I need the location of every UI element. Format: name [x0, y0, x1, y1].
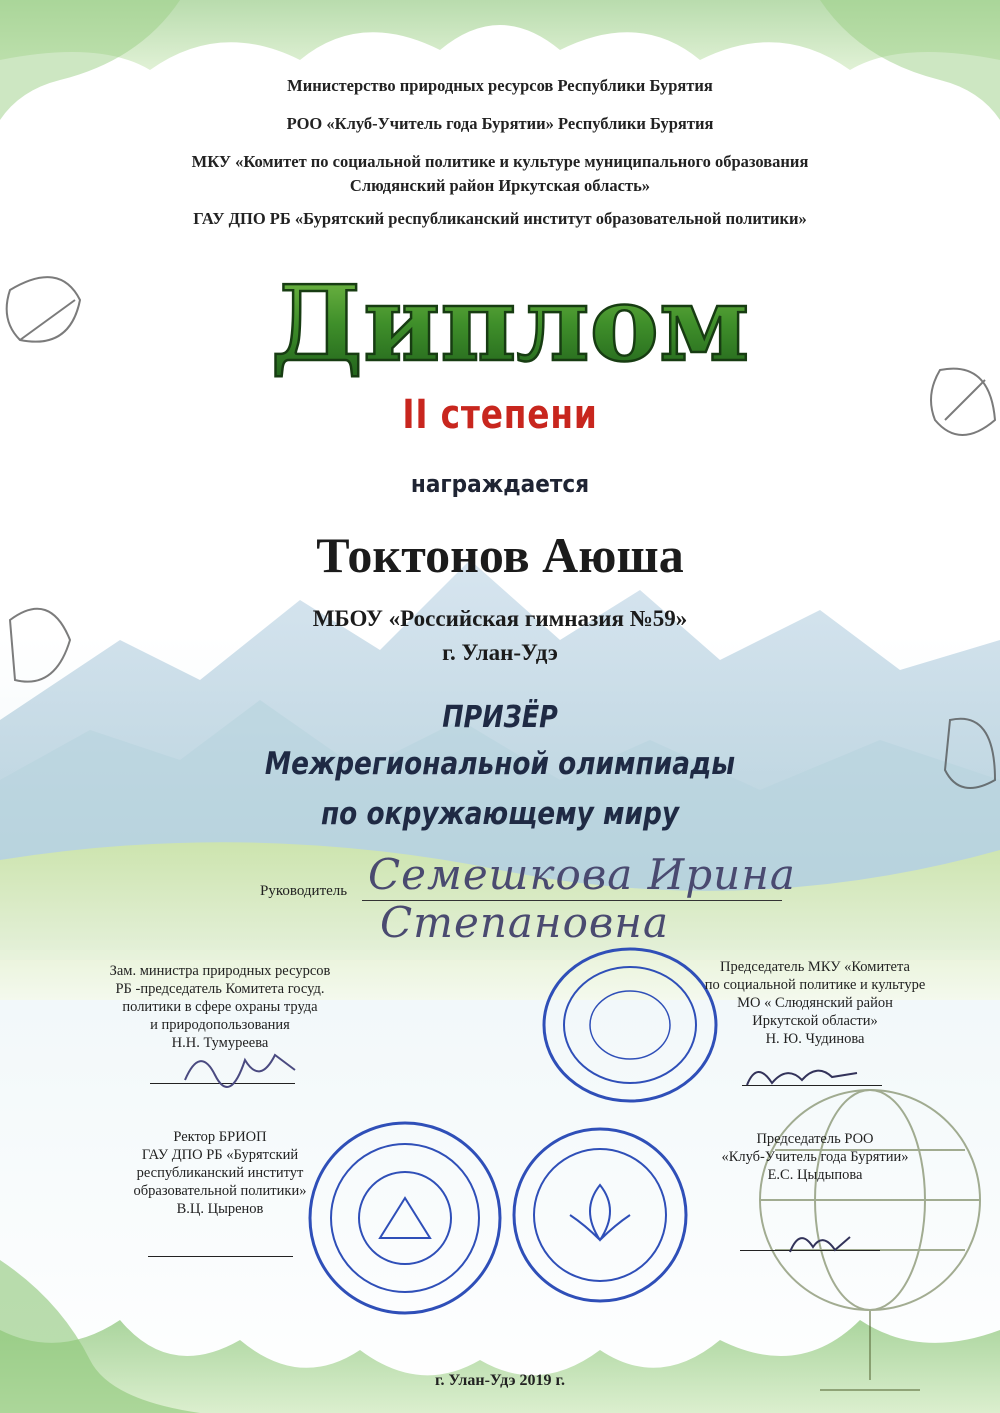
ministry-line: Министерство природных ресурсов Республики Бурятия	[287, 76, 713, 95]
supervisor-patronymic-handwritten: Степановна	[380, 898, 670, 947]
signatory-institute-line: республиканский институт	[136, 1165, 304, 1181]
signatory-committee-line: по социальной политике и культуре	[704, 977, 926, 993]
signatory-committee-line: МО « Слюдянский район	[737, 995, 893, 1011]
signatory-ministry-line: и природопользования	[150, 1017, 290, 1033]
diploma-title-text: Диплом	[270, 268, 750, 378]
signatory-institute-line: Ректор БРИОП	[173, 1129, 267, 1145]
signatory-committee-line: Председатель МКУ «Комитета	[720, 959, 910, 975]
signature-scribble-icon	[180, 1040, 300, 1090]
committee-line	[0, 150, 1000, 198]
signatory-committee-name: Н. Ю. Чудинова	[765, 1031, 865, 1047]
signatory-institute-name: В.Ц. Цыренов	[176, 1201, 264, 1217]
awarded-label: награждается	[410, 470, 590, 498]
signatory-club-name: Е.С. Цыдыпова	[767, 1167, 863, 1183]
school-name: МБОУ «Российская гимназия №59»	[312, 606, 688, 631]
signatory-committee-line: Иркутской области»	[752, 1013, 878, 1029]
diploma-title	[270, 268, 750, 378]
signatory-club-line: Председатель РОО	[756, 1131, 874, 1147]
achievement-olympiad: Межрегиональной олимпиады	[264, 746, 736, 782]
signatory-institute	[100, 1128, 340, 1218]
achievement-title: ПРИЗЁР	[442, 700, 558, 735]
signatory-ministry	[70, 962, 370, 1052]
footer-place-year: г. Улан-Удэ 2019 г.	[435, 1372, 565, 1389]
signatory-ministry-line: политики в сфере охраны труда	[122, 999, 318, 1015]
signature-line-institute	[148, 1256, 293, 1257]
supervisor-name-handwritten: Семешкова Ирина	[368, 850, 796, 899]
signatory-institute-line: ГАУ ДПО РБ «Бурятский	[141, 1147, 299, 1163]
signatory-ministry-line: РБ -председатель Комитета госуд.	[115, 981, 325, 997]
club-line: РОО «Клуб-Учитель года Бурятии» Республики Бурятия	[286, 114, 714, 133]
signatory-ministry-name: Н.Н. Тумуреева	[171, 1035, 269, 1051]
committee-line-a: МКУ «Комитет по социальной политике и культуре муниципального образования	[191, 152, 809, 171]
school-city: г. Улан-Удэ	[442, 640, 558, 665]
signature-scribble-icon	[742, 1055, 862, 1095]
degree-label: II степени	[402, 392, 598, 438]
committee-line-b: Слюдянский район Иркутская область»	[349, 176, 651, 195]
club-stamp	[510, 1125, 690, 1305]
signature-scribble-icon	[785, 1222, 855, 1262]
signatory-club	[690, 1130, 940, 1184]
signatory-committee	[680, 958, 950, 1048]
signatory-ministry-line: Зам. министра природных ресурсов	[109, 963, 331, 979]
recipient-name: Токтонов Аюша	[316, 527, 684, 583]
signatory-institute-line: образовательной политики»	[133, 1183, 307, 1199]
signatory-club-line: «Клуб-Учитель года Бурятии»	[721, 1149, 909, 1165]
institute-line: ГАУ ДПО РБ «Бурятский республиканский институт образовательной политики»	[193, 209, 807, 228]
achievement-subject: по окружающему миру	[320, 796, 680, 832]
supervisor-label: Руководитель	[260, 883, 348, 899]
